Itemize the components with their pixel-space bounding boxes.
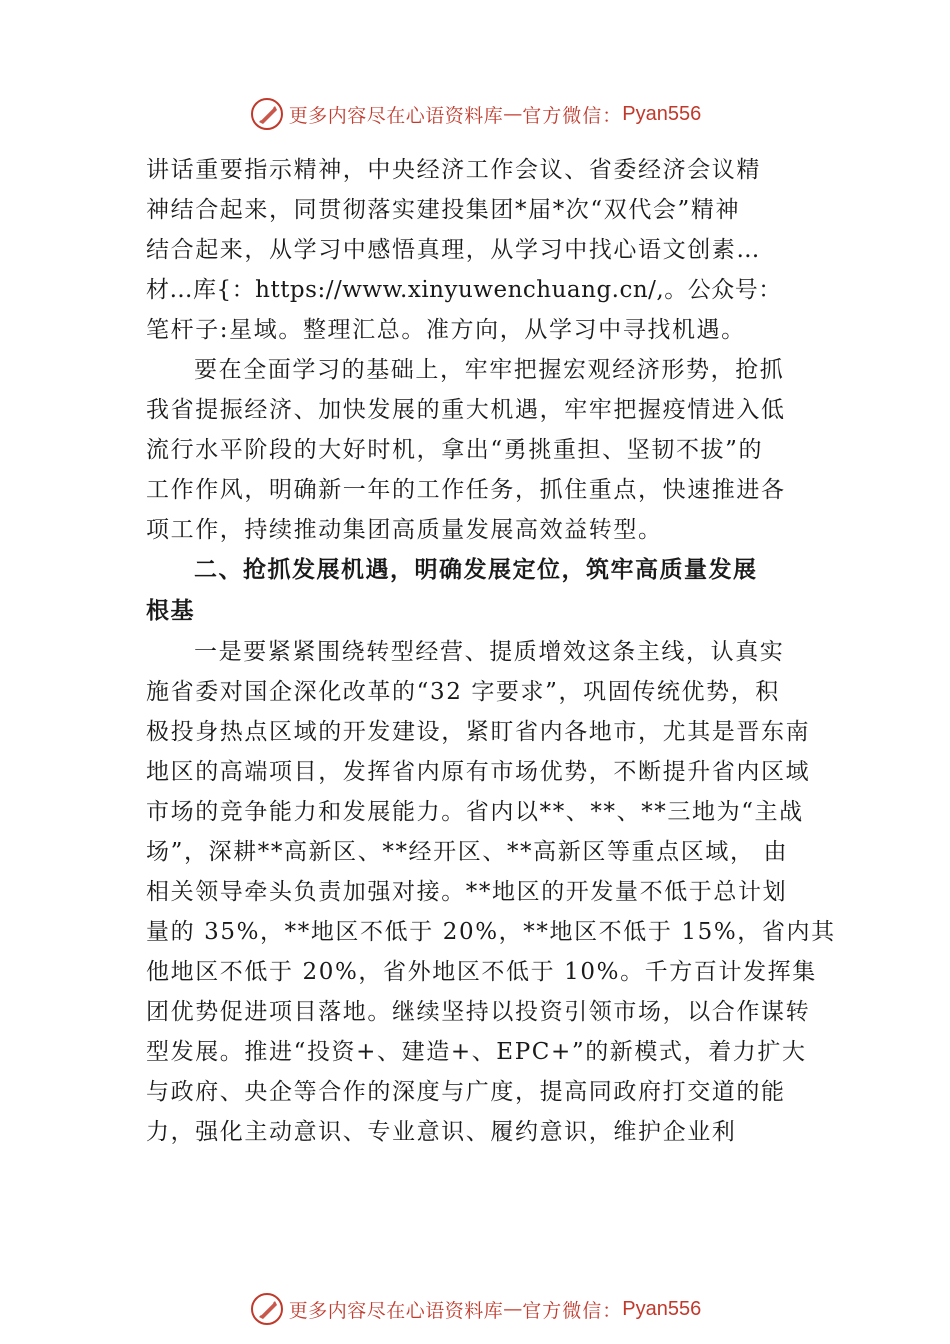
official-wechat-label: 官方微信： [522, 1299, 623, 1322]
body-line: 讲话重要指示精神，中央经济工作会议、省委经济会议精 [146, 157, 761, 183]
section-line: 极投身热点区域的开发建设，紧盯省内各地市，尤其是晋东南 [146, 719, 811, 745]
section-line: 施省委对国企深化改革的“32 字要求”，巩固传统优势，积 [146, 679, 780, 705]
section-line: 场”，深耕**高新区、**经开区、**高新区等重点区域， 由 [146, 839, 789, 865]
document-body [146, 150, 836, 1152]
section-line: 型发展。推进“投资+、建造+、EPC+”的新模式，着力扩大 [146, 1039, 807, 1065]
section-heading-line1: 二、抢抓发展机遇，明确发展定位，筑牢高质量发展 [194, 557, 758, 583]
brand-dash: — [503, 103, 523, 125]
section-line: 力，强化主动意识、专业意识、履约意识，维护企业利 [146, 1119, 737, 1145]
wechat-id: Pyan556 [622, 102, 702, 125]
body-line-url: 材…库{：https://www.xinyuwenchuang.cn/,。公众号： [146, 277, 782, 303]
body-line: 流行水平阶段的大好时机，拿出“勇挑重担、坚韧不拔”的 [146, 437, 764, 463]
official-wechat-label: 官方微信： [522, 104, 623, 127]
section-line: 相关领导牵头负责加强对接。**地区的开发量不低于总计划 [146, 879, 788, 905]
section-line: 与政府、央企等合作的深度与广度，提高同政府打交道的能 [146, 1079, 786, 1105]
brand-text: 更多内容尽在心语资料库 [288, 1299, 504, 1322]
section-heading-line2: 根基 [146, 598, 195, 624]
quill-logo-icon [249, 96, 285, 132]
section-line: 地区的高端项目，发挥省内原有市场优势，不断提升省内区域 [146, 759, 811, 785]
section-line: 一是要紧紧围绕转型经营、提质增效这条主线，认真实 [194, 639, 785, 665]
body-line: 神结合起来，同贯彻落实建投集团*届*次“双代会”精神 [146, 197, 741, 223]
body-line: 项工作，持续推动集团高质量发展高效益转型。 [146, 517, 663, 543]
body-line: 要在全面学习的基础上，牢牢把握宏观经济形势，抢抓 [194, 357, 785, 383]
section-line: 量的 35%，**地区不低于 20%，**地区不低于 15%，省内其 [146, 919, 836, 945]
body-line: 结合起来，从学习中感悟真理，从学习中找心语文创素… [146, 237, 761, 263]
quill-logo-icon [249, 1291, 285, 1327]
brand-text: 更多内容尽在心语资料库 [288, 104, 504, 127]
section-line: 团优势促进项目落地。继续坚持以投资引领市场，以合作谋转 [146, 999, 811, 1025]
body-line: 笔杆子:星域。整理汇总。准方向，从学习中寻找机遇。 [146, 317, 746, 343]
body-line: 我省提振经济、加快发展的重大机遇，牢牢把握疫情进入低 [146, 397, 786, 423]
brand-dash: — [503, 1298, 523, 1320]
header-banner [0, 94, 950, 134]
section-line: 市场的竞争能力和发展能力。省内以**、**、**三地为“主战 [146, 799, 804, 825]
footer-banner [0, 1289, 950, 1329]
body-line: 工作作风，明确新一年的工作任务，抓住重点，快速推进各 [146, 477, 786, 503]
section-line: 他地区不低于 20%，省外地区不低于 10%。千方百计发挥集 [146, 959, 817, 985]
wechat-id: Pyan556 [622, 1297, 702, 1320]
